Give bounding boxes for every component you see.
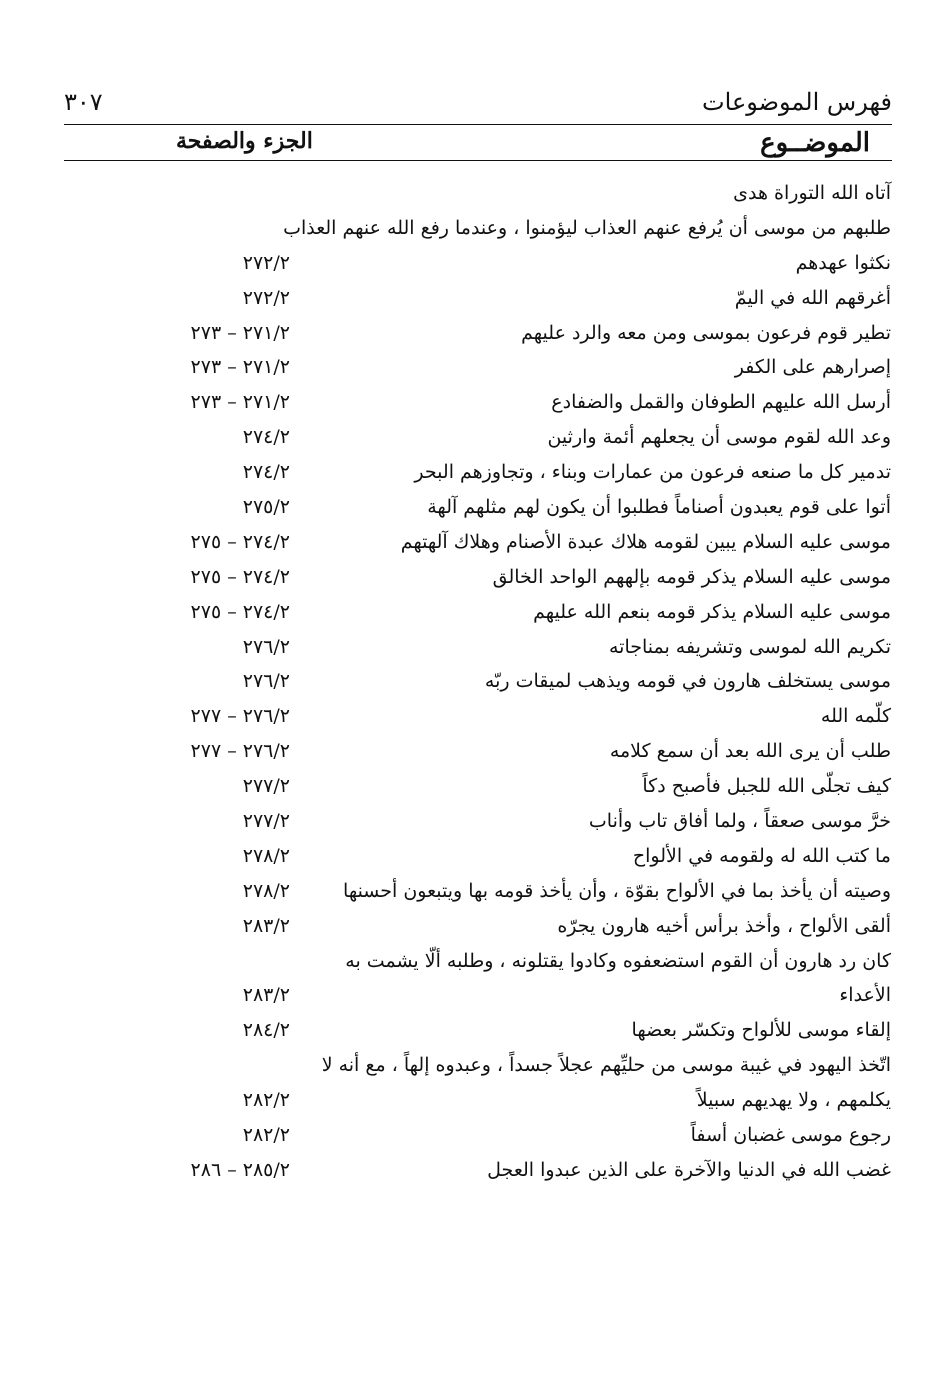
index-row — [0, 874, 947, 909]
index-row — [0, 1153, 947, 1188]
running-header — [64, 88, 892, 125]
index-row — [0, 525, 947, 560]
entry-reference: ٢٧٨/٢ — [242, 879, 290, 902]
index-row — [0, 176, 947, 211]
entry-reference: ٢٨٤/٢ — [242, 1019, 290, 1042]
index-row — [0, 839, 947, 874]
entry-topic: أرسل الله عليهم الطوفان والقمل والضفادع — [551, 391, 891, 414]
index-row — [0, 350, 947, 385]
entry-topic: وصيته أن يأخذ بما في الألواح بقوّة ، وأن يأخذ قومه بها ويتبعون أحسنها — [343, 879, 891, 902]
index-row — [0, 490, 947, 525]
entry-reference: ٢٧٤/٢ – ٢٧٥ — [190, 530, 290, 553]
index-row — [0, 769, 947, 804]
index-row — [0, 944, 947, 979]
index-row — [0, 281, 947, 316]
entry-reference: ٢٧٧/٢ — [242, 775, 290, 798]
index-row — [0, 211, 947, 246]
entry-topic: كان رد هارون أن القوم استضعفوه وكادوا يقتلونه ، وطلبه ألّا يشمت به — [345, 949, 891, 972]
entry-topic: آتاه الله التوراة هدى — [733, 182, 891, 204]
entry-topic: موسى عليه السلام يبين لقومه هلاك عبدة الأصنام وهلاك آلهتهم — [400, 530, 891, 553]
index-row — [0, 595, 947, 630]
index-entries — [0, 176, 947, 1188]
entry-topic: كيف تجلّى الله للجبل فأصبح دكاً — [642, 775, 891, 798]
reference-column-header: الجزء والصفحة — [176, 128, 313, 154]
index-row — [0, 316, 947, 351]
entry-topic: موسى عليه السلام يذكر قومه بإلههم الواحد الخالق — [492, 565, 891, 588]
entry-topic: أغرقهم الله في اليمّ — [734, 286, 891, 309]
entry-topic: نكثوا عهدهم — [795, 251, 891, 274]
entry-topic: كلّمه الله — [820, 705, 891, 728]
entry-reference: ٢٧٢/٢ — [242, 286, 290, 309]
entry-reference: ٢٧١/٢ – ٢٧٣ — [190, 321, 290, 344]
entry-reference: ٢٧٦/٢ — [242, 670, 290, 693]
entry-topic: غضب الله في الدنيا والآخرة على الذين عبدوا العجل — [487, 1158, 891, 1181]
entry-topic: تطير قوم فرعون بموسى ومن معه والرد عليهم — [521, 321, 891, 344]
entry-topic: تكريم الله لموسى وتشريفه بمناجاته — [608, 635, 891, 658]
index-row — [0, 560, 947, 595]
entry-topic: أتوا على قوم يعبدون أصناماً فطلبوا أن يكون لهم مثلهم آلهة — [427, 496, 891, 519]
page-number: ٣٠٧ — [64, 88, 103, 116]
index-row — [0, 664, 947, 699]
entry-topic: ما كتب الله له ولقومه في الألواح — [632, 844, 891, 867]
entry-topic: إلقاء موسى للألواح وتكسّر بعضها — [631, 1019, 891, 1042]
index-row — [0, 699, 947, 734]
index-row — [0, 420, 947, 455]
entry-topic: تدمير كل ما صنعه فرعون من عمارات وبناء ، وتجاوزهم البحر — [414, 461, 891, 484]
entry-reference: ٢٨٢/٢ — [242, 1089, 290, 1112]
entry-topic: وعد الله لقوم موسى أن يجعلهم أئمة وارثين — [547, 426, 891, 449]
entry-reference: ٢٨٥/٢ – ٢٨٦ — [190, 1158, 290, 1181]
entry-reference: ٢٨٣/٢ — [242, 984, 290, 1007]
entry-reference: ٢٧٦/٢ — [242, 635, 290, 658]
entry-reference: ٢٧٤/٢ — [242, 461, 290, 484]
entry-topic: ألقى الألواح ، وأخذ برأس أخيه هارون يجرّه — [557, 914, 891, 937]
entry-topic: طلبهم من موسى أن يُرفع عنهم العذاب ليؤمنوا ، وعندما رفع الله عنهم العذاب — [283, 216, 891, 239]
column-headers — [64, 126, 892, 161]
index-row — [0, 455, 947, 490]
entry-reference: ٢٧١/٢ – ٢٧٣ — [190, 391, 290, 414]
index-row — [0, 804, 947, 839]
index-row — [0, 246, 947, 281]
running-title: فهرس الموضوعات — [702, 88, 892, 116]
index-row — [0, 978, 947, 1013]
index-row — [0, 1013, 947, 1048]
entry-topic: موسى يستخلف هارون في قومه ويذهب لميقات ربّه — [484, 670, 891, 693]
entry-reference: ٢٧٢/٢ — [242, 251, 290, 274]
entry-reference: ٢٧٤/٢ – ٢٧٥ — [190, 600, 290, 623]
index-row — [0, 1118, 947, 1153]
entry-reference: ٢٧٤/٢ – ٢٧٥ — [190, 565, 290, 588]
entry-reference: ٢٧٦/٢ – ٢٧٧ — [190, 705, 290, 728]
entry-topic: خرَّ موسى صعقاً ، ولما أفاق تاب وأناب — [588, 810, 891, 833]
index-row — [0, 909, 947, 944]
entry-reference: ٢٧٤/٢ — [242, 426, 290, 449]
entry-reference: ٢٨٢/٢ — [242, 1124, 290, 1147]
index-row — [0, 1083, 947, 1118]
entry-topic: رجوع موسى غضبان أسفاً — [690, 1124, 891, 1147]
index-row — [0, 734, 947, 769]
index-row — [0, 385, 947, 420]
topic-column-header: الموضــوع — [760, 128, 870, 158]
entry-topic: الأعداء — [839, 984, 891, 1007]
index-row — [0, 1048, 947, 1083]
entry-topic: موسى عليه السلام يذكر قومه بنعم الله عليهم — [533, 600, 891, 623]
entry-reference: ٢٧٦/٢ – ٢٧٧ — [190, 740, 290, 763]
entry-reference: ٢٧٨/٢ — [242, 844, 290, 867]
entry-topic: طلب أن يرى الله بعد أن سمع كلامه — [609, 740, 891, 763]
entry-reference: ٢٧٧/٢ — [242, 810, 290, 833]
index-row — [0, 630, 947, 665]
entry-reference: ٢٨٣/٢ — [242, 914, 290, 937]
entry-reference: ٢٧١/٢ – ٢٧٣ — [190, 356, 290, 379]
entry-topic: يكلمهم ، ولا يهديهم سبيلاً — [696, 1089, 891, 1112]
entry-reference: ٢٧٥/٢ — [242, 496, 290, 519]
entry-topic: اتّخذ اليهود في غيبة موسى من حليِّهم عجلاً جسداً ، وعبدوه إلهاً ، مع أنه لا — [321, 1054, 891, 1077]
entry-topic: إصرارهم على الكفر — [734, 356, 891, 379]
